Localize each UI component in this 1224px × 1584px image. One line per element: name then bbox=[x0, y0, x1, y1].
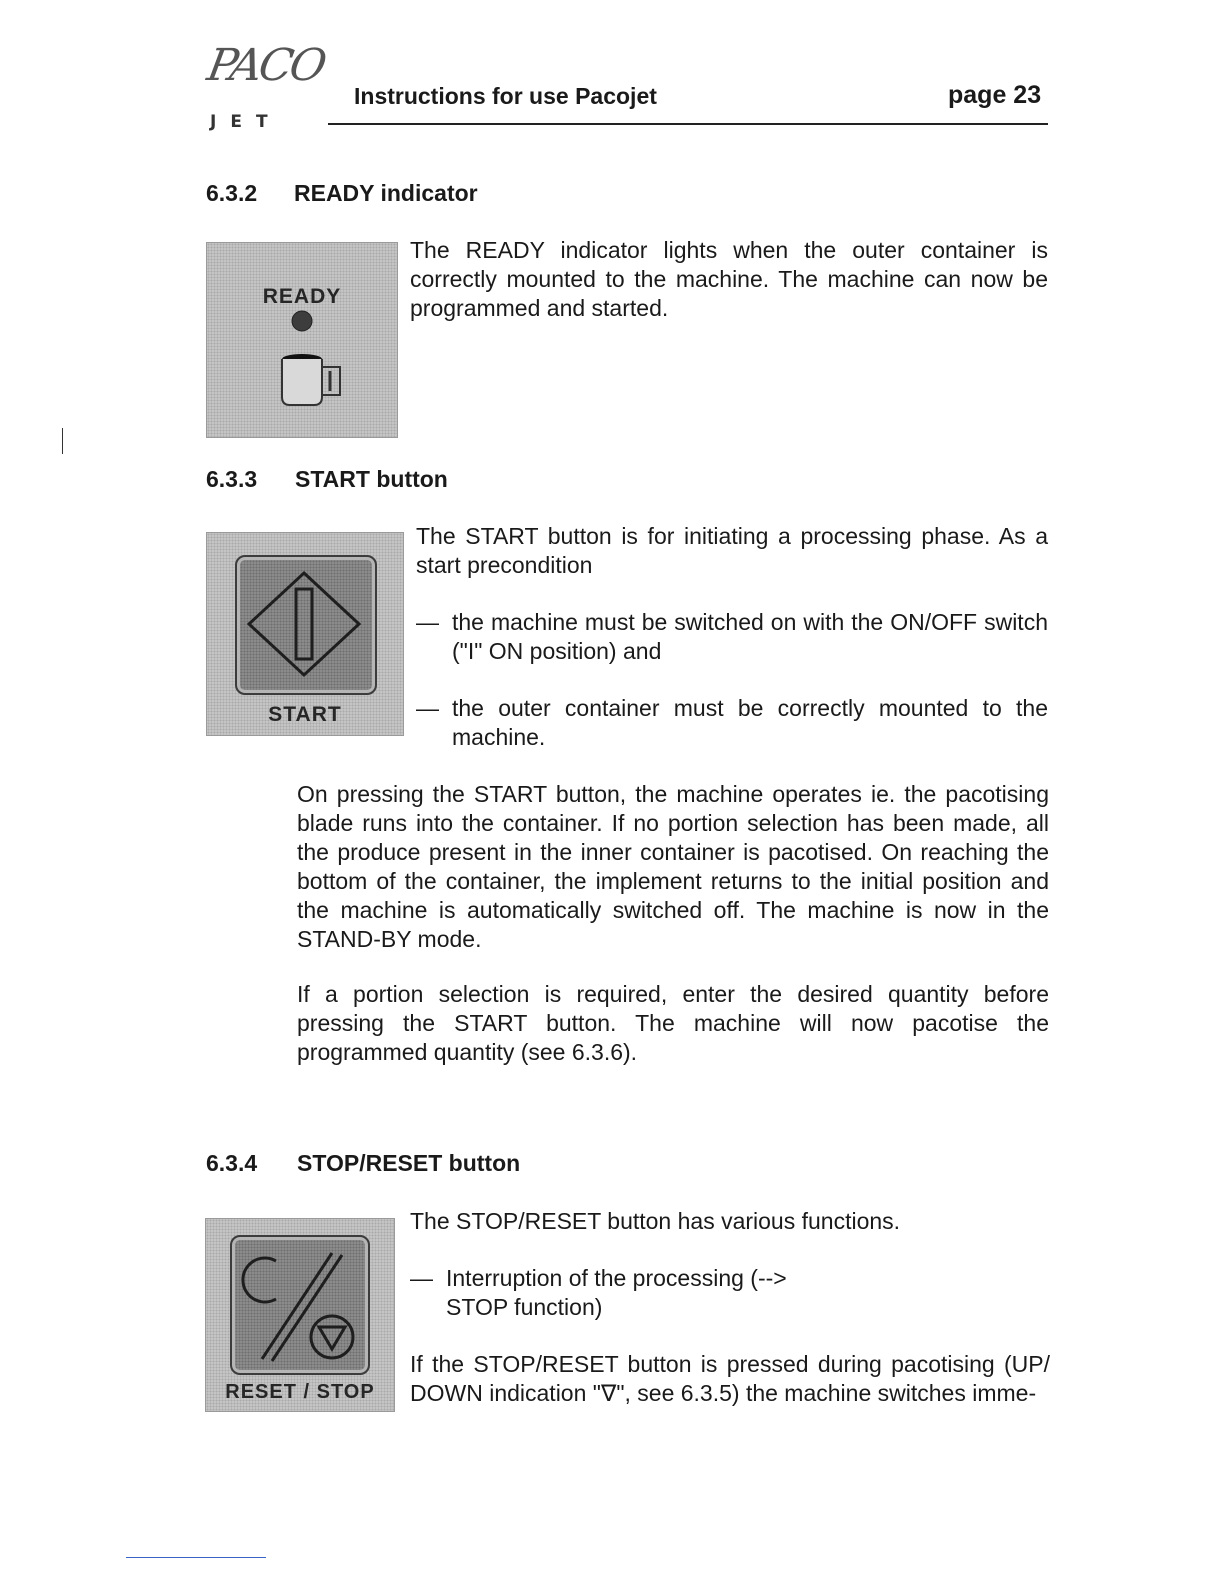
section-title: STOP/RESET button bbox=[297, 1150, 521, 1176]
stop-reset-intro: The STOP/RESET button has various functions. bbox=[410, 1208, 901, 1234]
document-title: Instructions for use Pacojet bbox=[354, 83, 657, 109]
footer-line bbox=[126, 1557, 266, 1558]
section-number: 6.3.3 bbox=[206, 466, 258, 492]
start-intro: The START button is for initiating a processing phase. As a start precondition bbox=[416, 523, 1048, 578]
dash-glyph: — bbox=[410, 1265, 433, 1291]
ready-panel-label: READY bbox=[262, 285, 342, 308]
pacojet-logo bbox=[203, 36, 328, 148]
ready-indicator-icon bbox=[207, 243, 397, 437]
stop-reset-bullet-text: Interruption of the processing (--> STOP function) bbox=[446, 1265, 787, 1320]
start-bullet-text: the outer container must be correctly mounted to the machine. bbox=[452, 695, 1048, 750]
start-bullet-text: the machine must be switched on with the ON/OFF switch ("I" ON position) and bbox=[452, 609, 1048, 664]
start-panel-figure bbox=[206, 532, 404, 736]
dash-glyph: — bbox=[416, 609, 439, 635]
stop-reset-paragraph: If the STOP/RESET button is pressed during pacotising (UP/ DOWN indication "∇", see 6.3.5) the machine switches imme- bbox=[410, 1351, 1050, 1406]
start-paragraph: If a portion selection is required, enter the desired quantity before pressing the START button. The machine will now pacotise the programmed quantity (see 6.3.6). bbox=[297, 981, 1049, 1065]
logo-script: PACO bbox=[203, 40, 328, 91]
margin-mark bbox=[62, 428, 63, 454]
start-bullet-item bbox=[416, 694, 1048, 752]
start-paragraph: On pressing the START button, the machine operates ie. the pacotising blade runs into the container. If no portion selection has been made, all the produce present in the inner container is pacotised. On reaching the bottom of the container, the implement returns to the initial position and the machine is automatically switched off. The machine is now in the STAND-BY mode. bbox=[297, 781, 1049, 952]
header-divider bbox=[328, 123, 1048, 125]
dash-glyph: — bbox=[416, 695, 439, 721]
section-title: READY indicator bbox=[294, 180, 478, 206]
section-number: 6.3.2 bbox=[206, 180, 258, 206]
start-panel-label: START bbox=[268, 703, 342, 726]
section-title: START button bbox=[295, 466, 448, 492]
logo-jet: JET bbox=[210, 112, 282, 132]
reset-stop-panel-figure bbox=[205, 1218, 395, 1412]
ready-description: The READY indicator lights when the outer container is correctly mounted to the machine. The machine can now be programmed and started. bbox=[410, 237, 1048, 321]
reset-stop-panel-label: RESET / STOP bbox=[225, 1381, 375, 1403]
ready-panel-figure bbox=[206, 242, 398, 438]
stop-reset-bullet-item bbox=[410, 1264, 810, 1322]
start-bullet-item bbox=[416, 608, 1048, 666]
page-number: page 23 bbox=[948, 81, 1042, 109]
section-number: 6.3.4 bbox=[206, 1150, 258, 1176]
